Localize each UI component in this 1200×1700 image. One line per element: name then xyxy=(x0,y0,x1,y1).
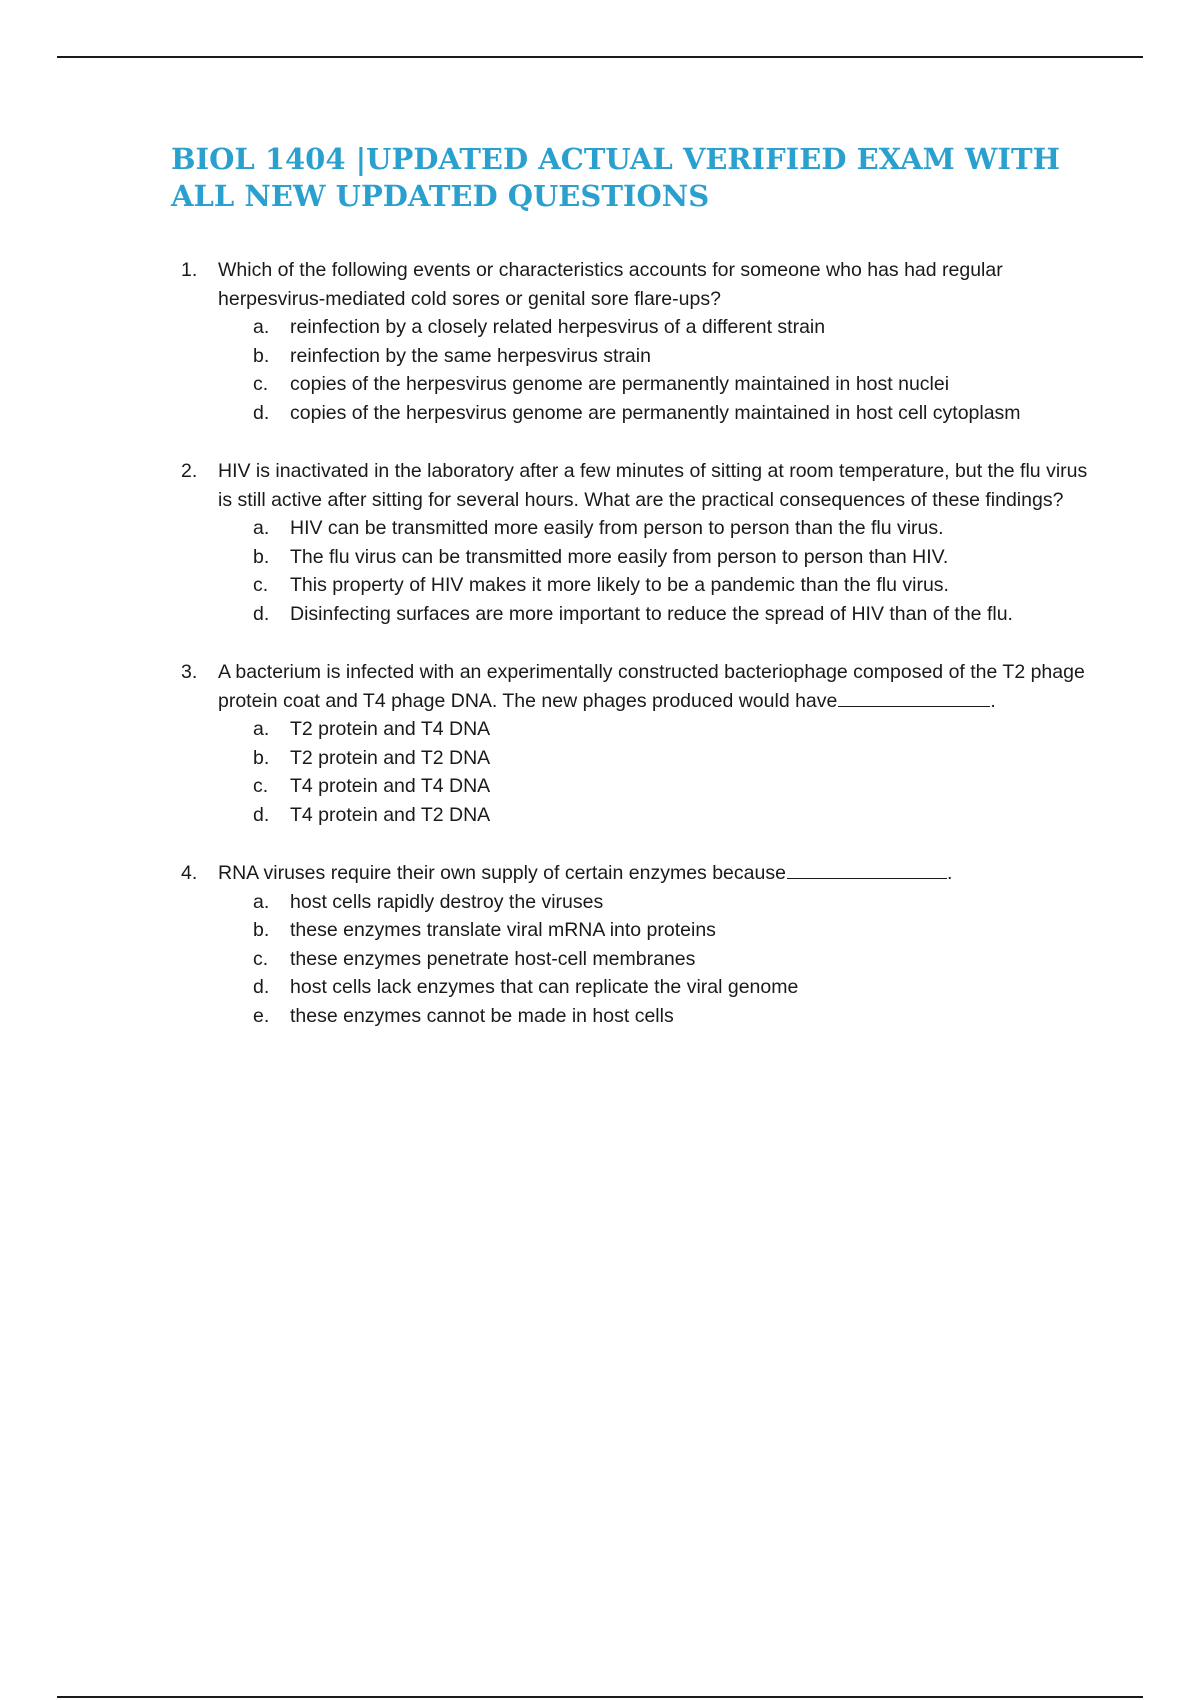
option-letter: d. xyxy=(253,602,270,625)
answer-blank xyxy=(787,860,947,879)
question-number: 4. xyxy=(181,862,198,884)
option-list xyxy=(218,514,1101,628)
option-letter: a. xyxy=(253,517,270,539)
option-item xyxy=(218,973,1101,1002)
option-letter: d. xyxy=(253,976,270,998)
option-item xyxy=(218,571,1101,600)
option-text: these enzymes translate viral mRNA into proteins xyxy=(290,919,716,941)
question-1 xyxy=(181,256,1101,427)
question-2 xyxy=(181,457,1101,628)
option-letter: c. xyxy=(253,947,269,970)
option-text: Disinfecting surfaces are more important to reduce the spread of HIV than of the flu. xyxy=(290,602,1013,625)
option-item xyxy=(218,888,1101,917)
option-list xyxy=(218,313,1101,427)
question-stem-end: . xyxy=(946,862,953,884)
question-stem-text: RNA viruses require their own supply of certain enzymes because xyxy=(218,862,786,884)
option-item xyxy=(218,514,1101,543)
option-text: T2 protein and T4 DNA xyxy=(290,718,491,740)
option-item xyxy=(218,801,1101,830)
answer-blank xyxy=(838,688,990,707)
option-letter: b. xyxy=(253,919,270,941)
option-text: T4 protein and T4 DNA xyxy=(290,775,491,797)
option-letter: b. xyxy=(253,344,270,367)
option-text: T2 protein and T2 DNA xyxy=(290,746,491,769)
option-item xyxy=(218,313,1101,342)
option-letter: b. xyxy=(253,545,270,568)
option-item xyxy=(218,600,1101,629)
option-letter: b. xyxy=(253,746,270,769)
option-item xyxy=(218,370,1101,399)
option-item xyxy=(218,399,1101,428)
option-item xyxy=(218,945,1101,974)
option-letter: d. xyxy=(253,803,270,826)
question-stem: Which of the following events or characteristics accounts for someone who has had regular herpesvirus-mediated cold sores or genital sore flare-ups? xyxy=(218,259,1003,310)
option-item xyxy=(218,744,1101,773)
option-letter: c. xyxy=(253,373,269,395)
option-text: copies of the herpesvirus genome are permanently maintained in host cell cytoplasm xyxy=(290,401,1021,424)
option-item xyxy=(218,715,1101,744)
option-text: these enzymes penetrate host-cell membranes xyxy=(290,947,696,970)
question-number: 2. xyxy=(181,460,198,482)
question-number: 3. xyxy=(181,661,198,683)
question-4 xyxy=(181,859,1101,1030)
top-rule xyxy=(57,56,1143,58)
option-text: host cells lack enzymes that can replicate the viral genome xyxy=(290,976,799,998)
option-text: This property of HIV makes it more likely to be a pandemic than the flu virus. xyxy=(290,574,949,596)
option-list xyxy=(218,888,1101,1031)
question-stem-text: A bacterium is infected with an experimentally constructed bacteriophage composed of the T2 phage protein coat and T4 phage DNA. The new phages produced would have xyxy=(218,661,1085,712)
option-item xyxy=(218,342,1101,371)
option-item xyxy=(218,916,1101,945)
option-text: copies of the herpesvirus genome are permanently maintained in host nuclei xyxy=(290,373,950,395)
question-number: 1. xyxy=(181,259,198,281)
option-text: reinfection by the same herpesvirus strain xyxy=(290,344,651,367)
option-item xyxy=(218,772,1101,801)
option-text: host cells rapidly destroy the viruses xyxy=(290,890,604,913)
option-letter: d. xyxy=(253,401,270,424)
question-stem-end: . xyxy=(990,689,996,712)
option-letter: a. xyxy=(253,718,270,740)
option-text: reinfection by a closely related herpesvirus of a different strain xyxy=(290,316,826,338)
option-text: these enzymes cannot be made in host cells xyxy=(290,1004,674,1027)
question-stem xyxy=(218,859,1101,888)
option-letter: a. xyxy=(253,316,270,338)
option-list xyxy=(218,715,1101,829)
option-letter: c. xyxy=(253,574,269,596)
question-stem: HIV is inactivated in the laboratory after a few minutes of sitting at room temperature, but the flu virus is still active after sitting for several hours. What are the practical consequences of these findings? xyxy=(218,460,1088,511)
option-text: HIV can be transmitted more easily from person to person than the flu virus. xyxy=(290,517,944,539)
question-list xyxy=(181,256,1101,1060)
option-text: T4 protein and T2 DNA xyxy=(290,803,491,826)
question-3 xyxy=(181,658,1101,829)
document-title xyxy=(171,141,1071,215)
option-item xyxy=(218,543,1101,572)
bottom-rule xyxy=(57,1696,1143,1698)
option-letter: a. xyxy=(253,890,270,913)
option-text: The flu virus can be transmitted more easily from person to person than HIV. xyxy=(290,545,949,568)
option-item xyxy=(218,1002,1101,1031)
option-letter: c. xyxy=(253,775,269,797)
title-line-2: ALL NEW UPDATED QUESTIONS xyxy=(171,179,710,213)
title-line-1: BIOL 1404 |UPDATED ACTUAL VERIFIED EXAM WITH xyxy=(171,142,1060,176)
option-letter: e. xyxy=(253,1004,270,1027)
question-stem xyxy=(218,658,1101,715)
